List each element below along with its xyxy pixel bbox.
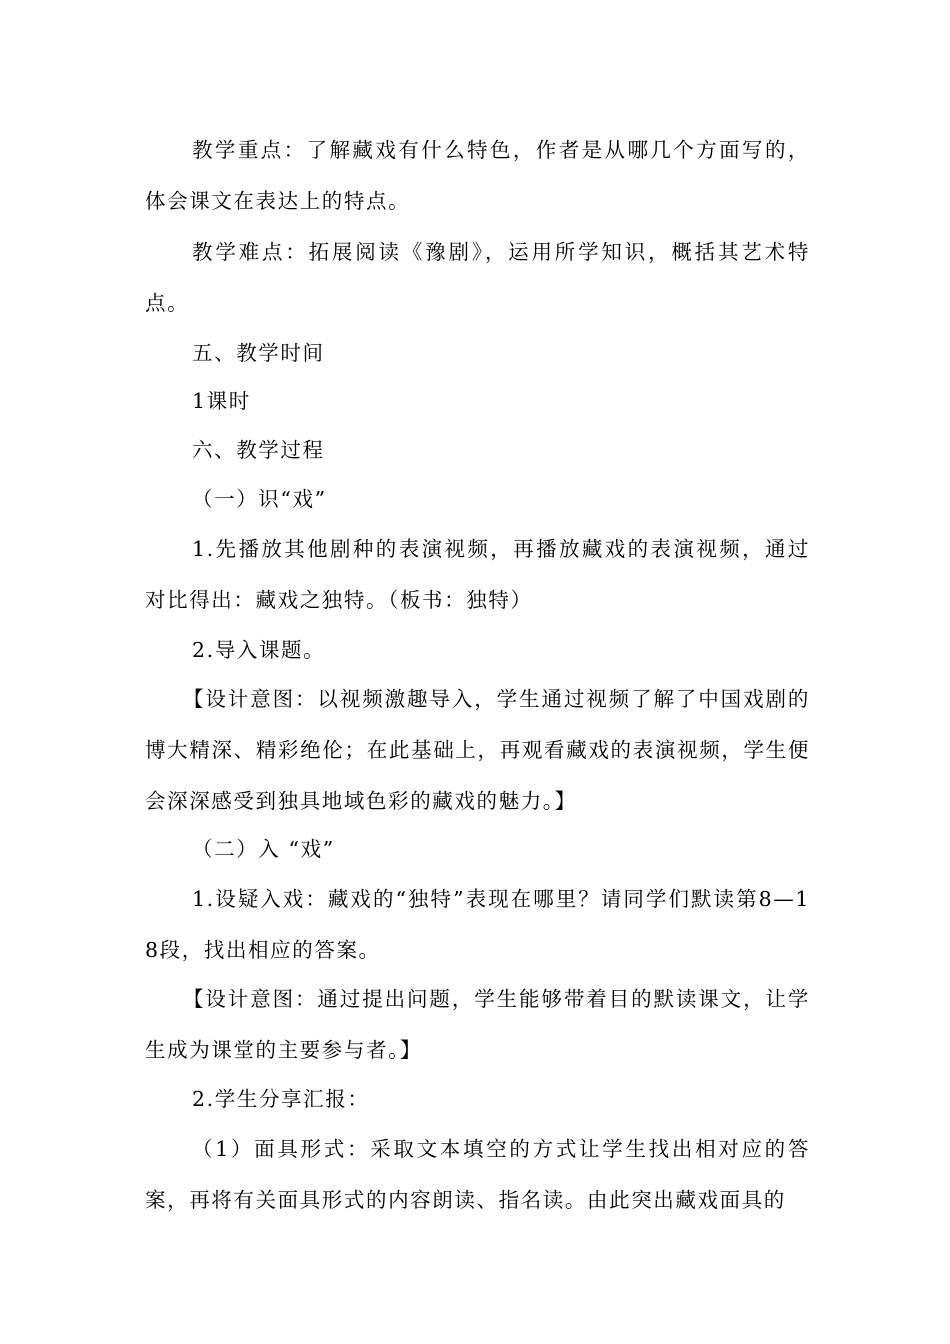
subsection-heading-recognize-drama: （一）识“戏” [192, 487, 327, 511]
step-2-paragraph: 2.导入课题。 [192, 638, 326, 662]
subsection-heading-enter-drama: （二）入 “戏” [192, 837, 335, 861]
teaching-difficulty-paragraph: 教学难点：拓展阅读《豫剧》，运用所学知识，概括其艺术特点。 [145, 240, 810, 315]
design-intent-paragraph-1: 【设计意图：以视频激趣导入，学生通过视频了解了中国戏剧的博大精深、精彩绝伦；在此基础上，再观看藏戏的表演视频，学生便会深深感受到独具地域色彩的藏戏的魅力。】 [145, 687, 810, 813]
mask-form-paragraph: （1）面具形式：采取文本填空的方式让学生找出相对应的答案，再将有关面具形式的内容朗读、指名读。由此突出藏戏面具的 [145, 1137, 810, 1212]
class-hours-text: 1课时 [192, 389, 251, 413]
student-report-paragraph: 2.学生分享汇报： [192, 1087, 370, 1111]
step-question-paragraph: 1.设疑入戏：藏戏的“独特”表现在哪里？请同学们默读第8—18段，找出相应的答案。 [145, 887, 810, 962]
teaching-focus-paragraph: 教学重点：了解藏戏有什么特色，作者是从哪几个方面写的，体会课文在表达上的特点。 [145, 138, 810, 213]
step-1-paragraph: 1.先播放其他剧种的表演视频，再播放藏戏的表演视频，通过对比得出：藏戏之独特。（板书：独特） [145, 537, 810, 612]
design-intent-paragraph-2: 【设计意图：通过提出问题，学生能够带着目的默读课文，让学生成为课堂的主要参与者。】 [145, 987, 810, 1062]
section-heading-teaching-time: 五、教学时间 [192, 341, 325, 365]
section-heading-teaching-process: 六、教学过程 [192, 438, 325, 462]
